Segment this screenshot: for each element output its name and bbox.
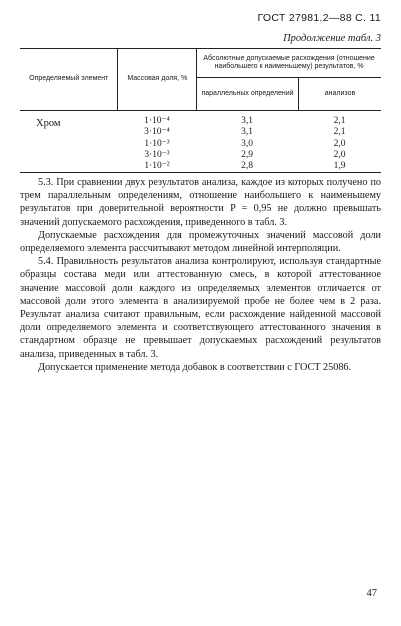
column-analysis-header: анализов <box>298 78 381 111</box>
table-cell: 3,1 <box>241 127 253 138</box>
column-parallel-header: параллельных определений <box>197 78 299 111</box>
element-name: Хром <box>36 118 61 129</box>
mass-fraction-column <box>118 116 196 172</box>
paragraph-5-3: 5.3. При сравнении двух результатов анализа, каждое из которых получено по трем параллельным определениям, отношение наибольшего к наименьшему результатов при доверительной вероятности P = 0,95 не должно превышать значений допускаемого расхождения, приведенного в табл. 3. <box>20 177 381 228</box>
table-cell: 2,1 <box>333 116 346 126</box>
table-cell: 1·10⁻⁴ <box>144 116 170 126</box>
table-cell: 3·10⁻³ <box>144 149 170 160</box>
table-cell: 3·10⁻⁴ <box>144 127 170 138</box>
column-element-header: Определяемый элемент <box>20 49 118 111</box>
column-mass-fraction-header: Массовая доля, % <box>118 49 197 111</box>
standard-header: ГОСТ 27981.2—88 С. 11 <box>257 12 381 24</box>
table-cell: 3,0 <box>241 138 253 149</box>
table-bottom-rule <box>20 172 381 173</box>
table-cell: 2,0 <box>333 138 346 149</box>
table-cell: 2,8 <box>241 161 253 172</box>
paragraph-5-4: 5.4. Правильность результатов анализа контролируют, используя стандартные образцы состава меди или аттестованную смесь, в которой аттестованное значение массовой доли каждого из определяемых элементов отличается от массовой доли этого элемента в анализируемой пробе не более чем в 2 раза. Результат анализа считают правильным, если расхождение найденной массовой доли определяемого элемента и соответствующего аттестованного значения в стандартном образце не превышает допускаемых расхождений результатов анализа, приведенных в табл. 3. <box>20 256 381 360</box>
parallel-column <box>196 116 298 172</box>
table-cell: 3,1 <box>241 116 253 126</box>
table-header <box>20 48 381 111</box>
table-continuation-caption: Продолжение табл. 3 <box>283 33 381 44</box>
page-number: 47 <box>366 588 377 599</box>
table-cell: 2,0 <box>333 149 346 160</box>
table-cell: 2,9 <box>241 149 253 160</box>
analysis-column <box>298 116 381 172</box>
paragraph-interpolation: Допускаемые расхождения для промежуточных значений массовой доли определяемого элемента рассчитывают методом линейной интерполяции. <box>20 229 381 255</box>
column-group-header: Абсолютные допускаемые расхождения (отношение наибольшего к наименьшему) результатов, % <box>197 49 381 78</box>
paragraph-additions: Допускается применение метода добавок в соответствии с ГОСТ 25086. <box>38 361 352 373</box>
body-text <box>20 176 381 374</box>
table-cell: 1·10⁻³ <box>144 138 170 149</box>
table-cell: 1·10⁻² <box>144 161 170 172</box>
table-cell: 2,1 <box>333 127 346 138</box>
table-cell: 1,9 <box>333 161 346 172</box>
